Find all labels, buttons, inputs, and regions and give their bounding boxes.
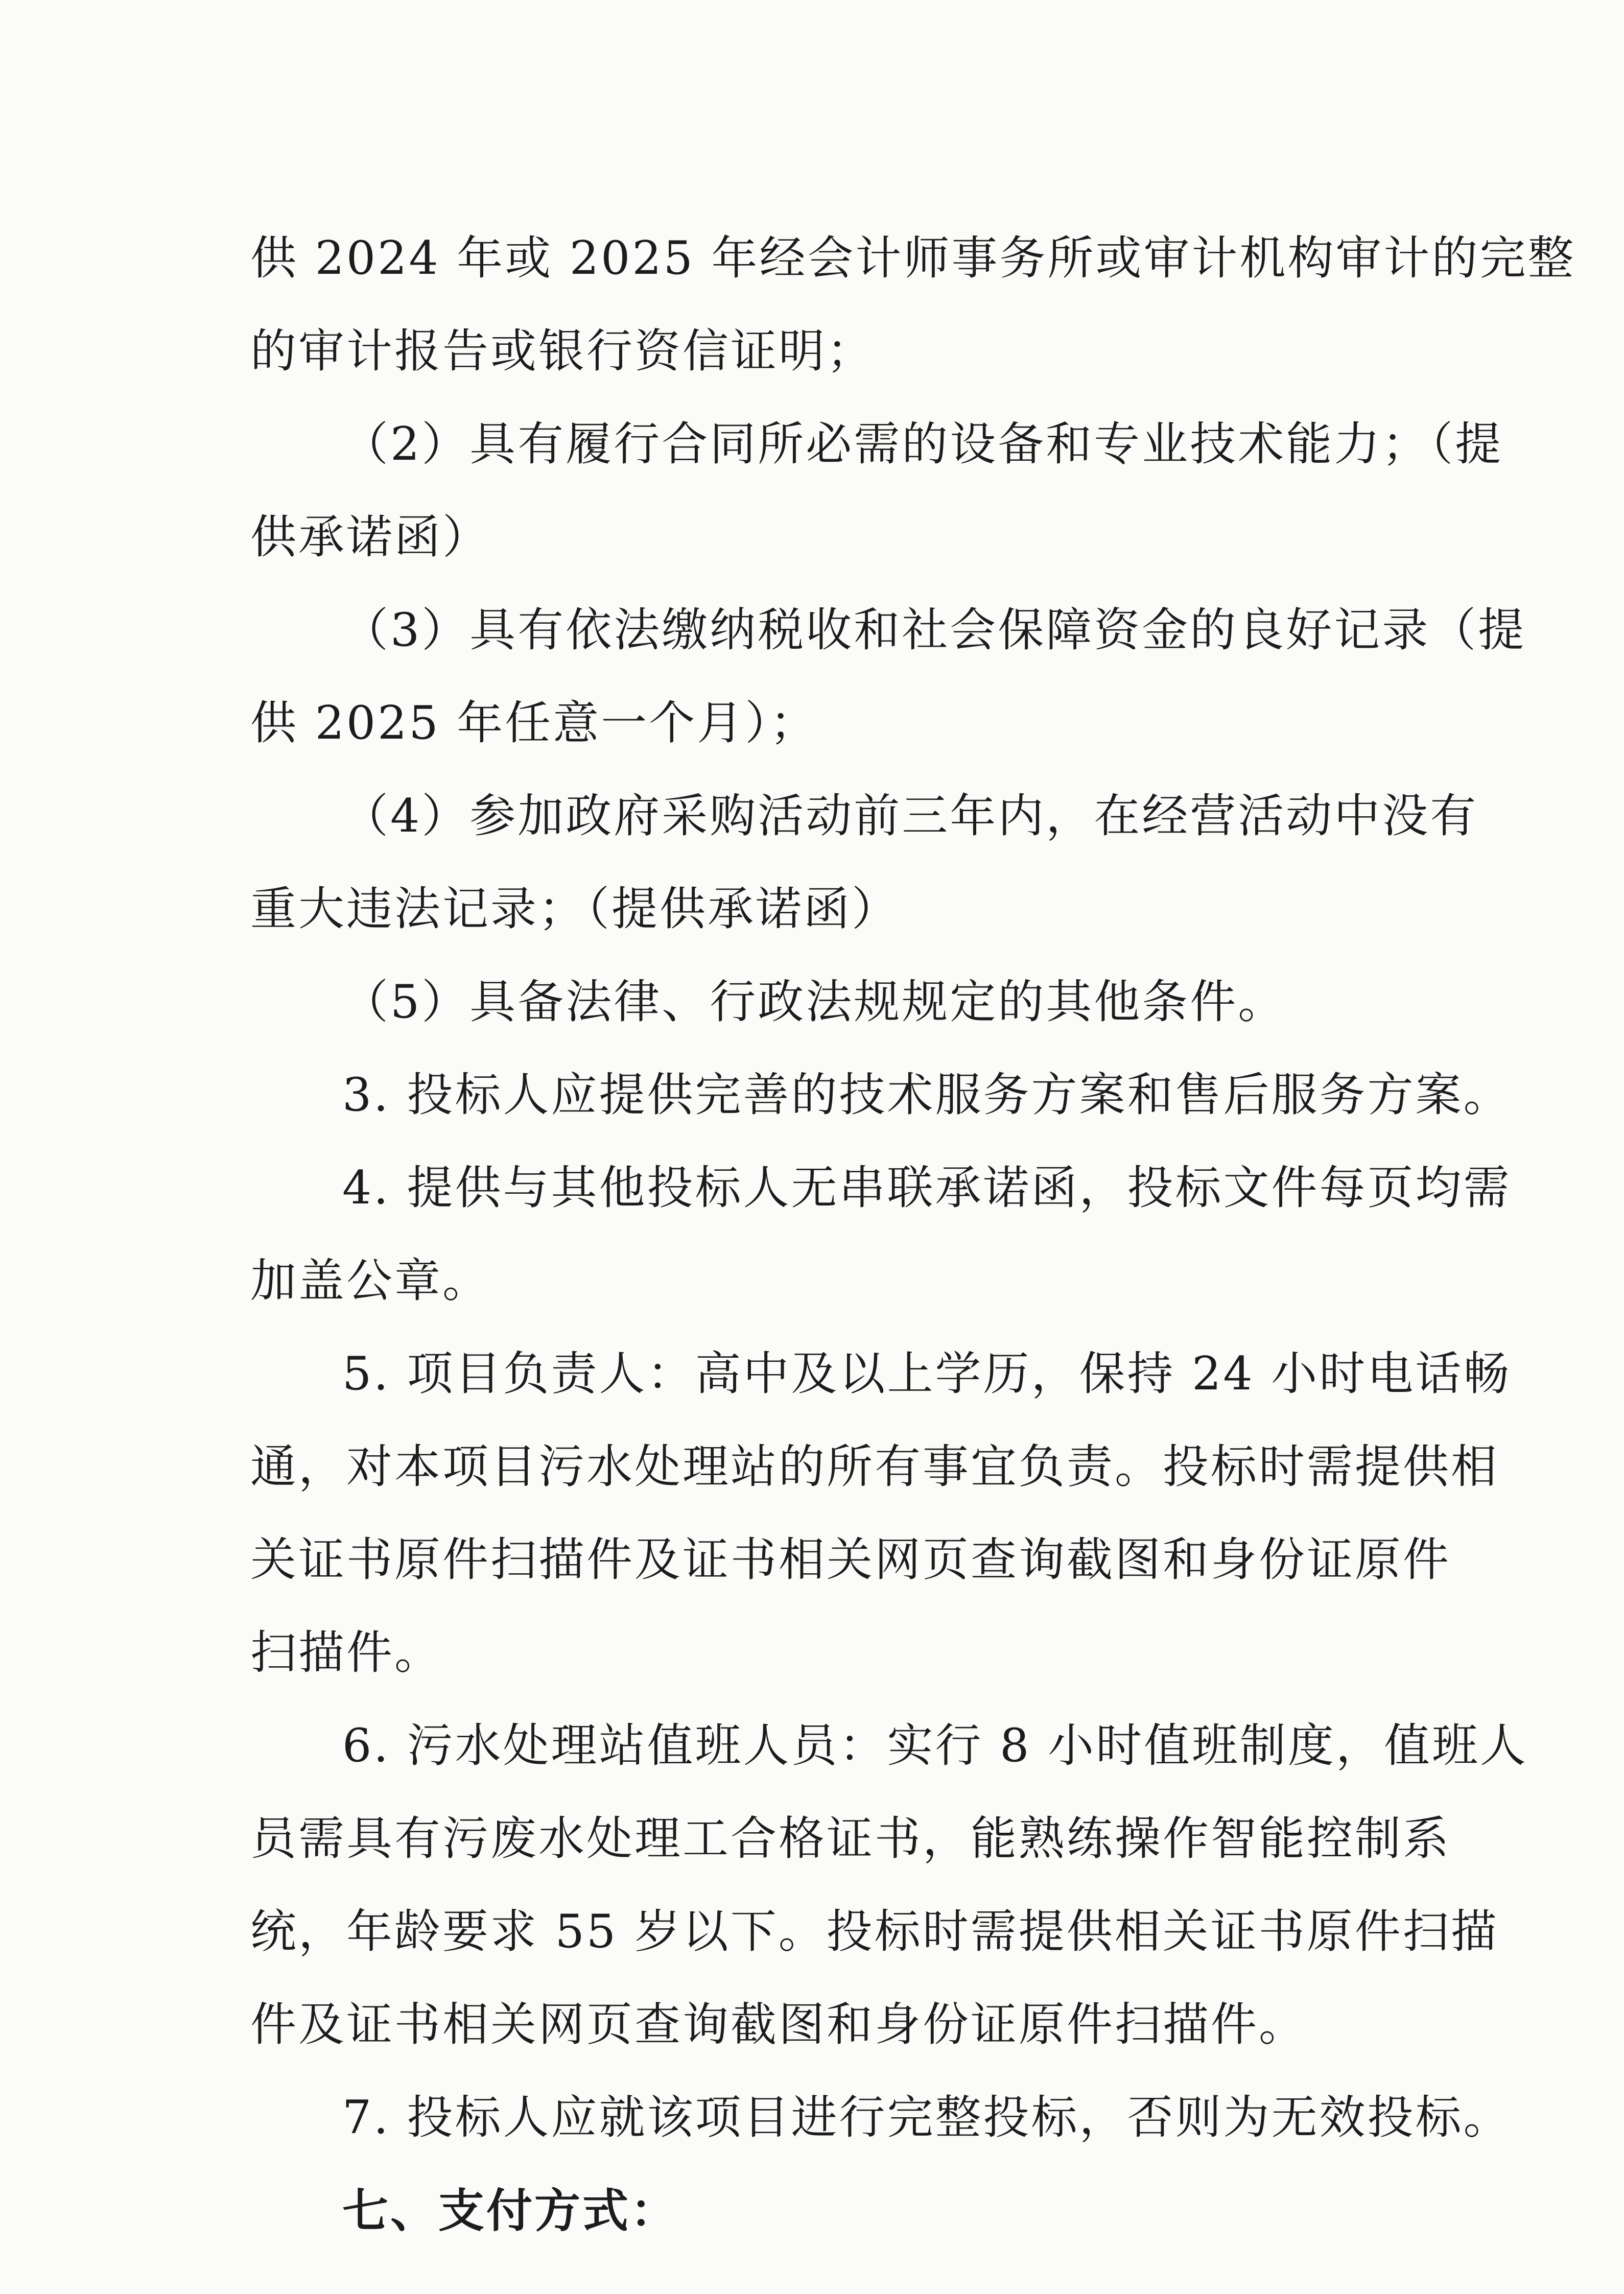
text-line: 统，年龄要求 55 岁以下。投标时需提供相关证书原件扫描 (250, 1905, 1499, 1958)
text-line: 供承诺函） (250, 510, 490, 564)
text-line: 员需具有污废水处理工合格证书，能熟练操作智能控制系 (250, 1812, 1451, 1865)
text-line: 5. 项目负责人：高中及以上学历，保持 24 小时电话畅 (342, 1347, 1512, 1401)
text-line: 6. 污水处理站值班人员：实行 8 小时值班制度，值班人 (342, 1719, 1528, 1772)
text-line: （3）具有依法缴纳税收和社会保障资金的良好记录（提 (342, 603, 1526, 657)
text-line: 件及证书相关网页查询截图和身份证原件扫描件。 (250, 1998, 1307, 2051)
text-line: 的审计报告或银行资信证明； (250, 324, 875, 378)
text-line: （2）具有履行合同所必需的设备和专业技术能力；（提 (342, 417, 1503, 471)
text-line: （4）参加政府采购活动前三年内，在经营活动中没有 (342, 789, 1478, 843)
text-line: 关证书原件扫描件及证书相关网页查询截图和身份证原件 (250, 1533, 1451, 1587)
text-line: 供 2025 年任意一个月）； (250, 696, 818, 750)
section-heading: 七、支付方式： (342, 2184, 678, 2238)
text-line: 供 2024 年或 2025 年经会计师事务所或审计机构审计的完整 (250, 231, 1576, 285)
text-line: 扫描件。 (250, 1626, 442, 1680)
text-line: 重大违法记录；（提供承诺函） (250, 882, 900, 936)
text-line: 加盖公章。 (250, 1254, 490, 1308)
document-body (250, 212, 1576, 2257)
text-line: 3. 投标人应提供完善的技术服务方案和售后服务方案。 (342, 1068, 1512, 1122)
text-line: （5）具备法律、行政法规规定的其他条件。 (342, 975, 1286, 1029)
text-line: 通，对本项目污水处理站的所有事宜负责。投标时需提供相 (250, 1440, 1499, 1494)
text-line: 7. 投标人应就该项目进行完整投标，否则为无效投标。 (342, 2091, 1512, 2144)
text-line: 4. 提供与其他投标人无串联承诺函，投标文件每页均需 (342, 1161, 1512, 1215)
